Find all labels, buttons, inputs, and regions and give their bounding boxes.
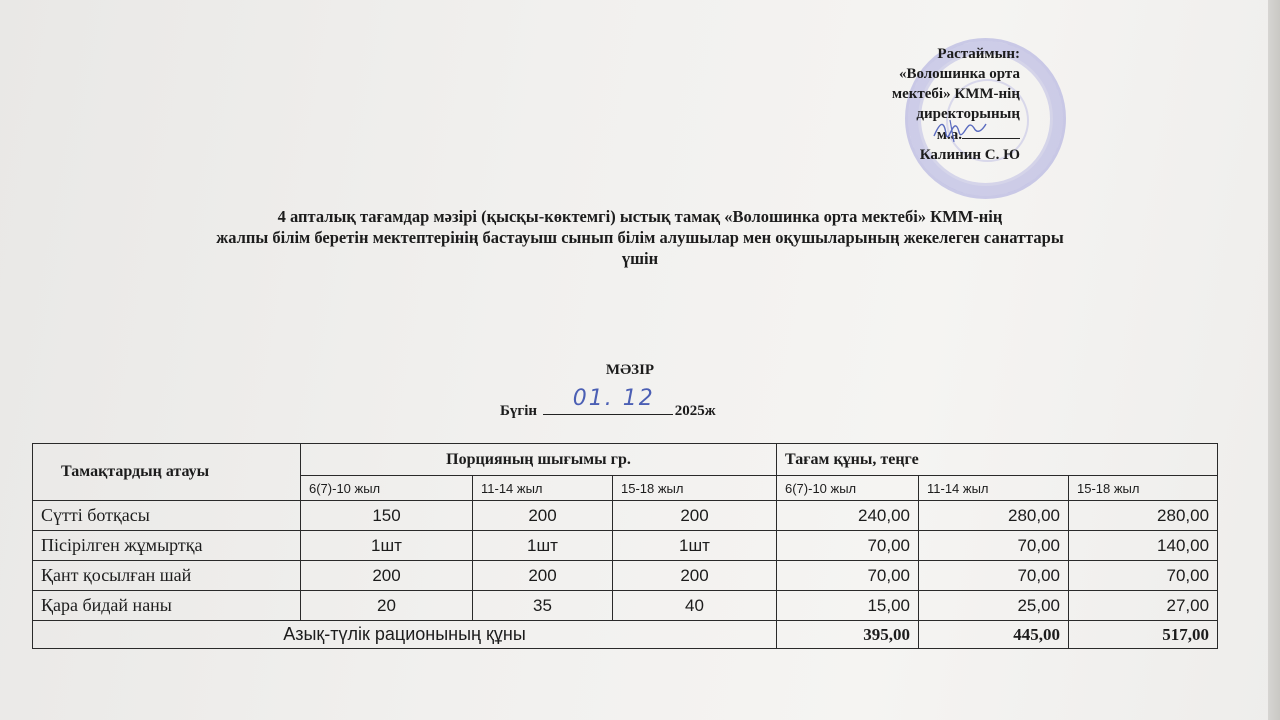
portion-cell: 150 [301, 501, 473, 531]
price-cell: 280,00 [1069, 501, 1218, 531]
price-cell: 70,00 [1069, 561, 1218, 591]
price-cell: 70,00 [919, 531, 1069, 561]
age-group-cell: 11-14 жыл [919, 476, 1069, 501]
portion-cell: 20 [301, 591, 473, 621]
portion-cell: 35 [473, 591, 613, 621]
header-row [33, 444, 1218, 476]
age-group-cell: 15-18 жыл [1069, 476, 1218, 501]
approval-line-3: мектебі» КММ-нің [891, 86, 1020, 102]
title-line-2: жалпы білім беретін мектептерінің бастауыш сынып білім алушылар мен оқушыларының жекелеген санаттары [216, 228, 1064, 247]
document-title [30, 206, 1250, 269]
price-cell: 240,00 [777, 501, 919, 531]
approval-line-2: «Волошинка орта [898, 66, 1020, 82]
page-edge [1268, 0, 1280, 720]
title-line-1: 4 апталық тағамдар мәзірі (қысқы-көктемгі) ыстық тамақ «Волошинка орта мектебі» КММ-нің [277, 207, 1003, 226]
price-cell: 15,00 [777, 591, 919, 621]
title-line-3: үшін [621, 249, 659, 268]
portion-cell: 1шт [473, 531, 613, 561]
portion-cell: 200 [473, 501, 613, 531]
age-group-cell: 11-14 жыл [473, 476, 613, 501]
table-row [33, 591, 1218, 621]
total-value: 395,00 [777, 621, 919, 649]
price-cell: 70,00 [919, 561, 1069, 591]
approval-block [800, 44, 1020, 165]
age-group-cell: 15-18 жыл [613, 476, 777, 501]
header-dish-name: Тамақтардың атауы [33, 444, 301, 501]
handwritten-date: 01. 12 [572, 386, 655, 411]
age-group-cell: 6(7)-10 жыл [301, 476, 473, 501]
price-cell: 140,00 [1069, 531, 1218, 561]
approval-line-1: Растаймын: [937, 46, 1020, 62]
total-label: Азық-түлік рационының құны [33, 621, 777, 649]
table-row [33, 561, 1218, 591]
total-row [33, 621, 1218, 649]
table-row [33, 501, 1218, 531]
approval-signature-line [800, 124, 1020, 145]
price-cell: 280,00 [919, 501, 1069, 531]
dish-name: Қант қосылған шай [33, 561, 301, 591]
dish-name: Пісірілген жұмыртқа [33, 531, 301, 561]
portion-cell: 200 [301, 561, 473, 591]
portion-cell: 200 [473, 561, 613, 591]
price-cell: 27,00 [1069, 591, 1218, 621]
approval-line-6: Калинин С. Ю [919, 147, 1020, 163]
approval-line-5: м.а. [936, 127, 962, 143]
menu-heading: МӘЗІР [605, 362, 655, 378]
header-portion: Порцияның шығымы гр. [301, 444, 777, 476]
price-cell: 70,00 [777, 531, 919, 561]
portion-cell: 200 [613, 561, 777, 591]
dish-name: Сүтті ботқасы [33, 501, 301, 531]
today-label: Бүгін [500, 403, 538, 419]
total-value: 445,00 [919, 621, 1069, 649]
today-year: 2025ж [674, 403, 716, 419]
price-cell: 70,00 [777, 561, 919, 591]
portion-cell: 1шт [613, 531, 777, 561]
table-row [33, 531, 1218, 561]
menu-table [32, 443, 1218, 649]
age-group-cell: 6(7)-10 жыл [777, 476, 919, 501]
approval-line-4: директорының [916, 106, 1020, 122]
signature-blank [962, 124, 1020, 139]
portion-cell: 200 [613, 501, 777, 531]
header-price: Тағам құны, теңге [777, 444, 1218, 476]
total-value: 517,00 [1069, 621, 1218, 649]
date-blank [543, 386, 673, 415]
today-date-line [500, 386, 716, 420]
price-cell: 25,00 [919, 591, 1069, 621]
portion-cell: 1шт [301, 531, 473, 561]
portion-cell: 40 [613, 591, 777, 621]
dish-name: Қара бидай наны [33, 591, 301, 621]
